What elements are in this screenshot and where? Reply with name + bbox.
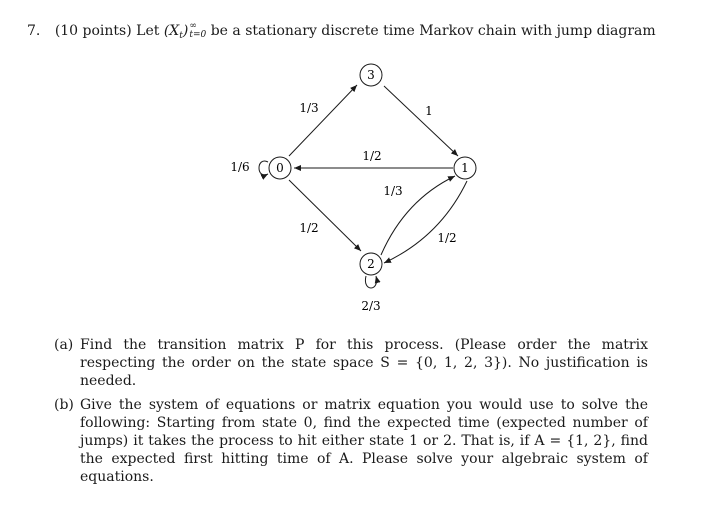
part-a (54, 336, 648, 390)
self-loop-2 (365, 276, 376, 288)
label-edge-0-3: 1/3 (299, 101, 319, 115)
intro-post: be a stationary discrete time Markov chain with jump diagram (210, 23, 656, 39)
index-range: ∞ t=0 (189, 21, 207, 40)
part-text: Give the system of equations or matrix equation you would use to solve the following: Starting from state 0, find the expected time (expected number of jumps) it takes the process to hit either state 1 or 2. That is, if A = {1, 2}, find the expected first hitting time of A. Please solve your algebraic system of equations. (80, 397, 648, 485)
label-edge-3-1: 1 (425, 104, 433, 118)
problem-points: (10 points) (54, 23, 132, 39)
svg-text:0: 0 (276, 161, 284, 175)
part-text: Find the transition matrix P for this process. (Please order the matrix respecting the order on the state space S = {0, 1, 2, 3}). No justification is needed. (80, 337, 648, 389)
edge-0-2 (289, 180, 361, 251)
label-edge-0-2: 1/2 (299, 221, 319, 235)
part-b (54, 396, 648, 486)
edge-0-3 (289, 85, 357, 156)
label-edge-1-2: 1/2 (437, 231, 457, 245)
node-0 (269, 157, 291, 179)
self-loop-0 (259, 161, 268, 175)
label-edge-2-1: 1/3 (383, 184, 403, 198)
intro-pre: Let (136, 23, 160, 39)
process-symbol: $(X_t)$ (163, 23, 189, 41)
svg-text:3: 3 (367, 68, 375, 82)
node-3 (360, 64, 382, 86)
edge-3-1 (384, 86, 458, 156)
part-label: (a) (54, 337, 74, 353)
label-edge-2-2: 2/3 (361, 299, 381, 313)
node-2 (360, 253, 382, 275)
problem-number: 7. (27, 23, 41, 39)
part-label: (b) (54, 397, 74, 413)
question-parts (54, 336, 648, 492)
label-edge-1-0: 1/2 (362, 149, 382, 163)
svg-text:2: 2 (367, 257, 375, 271)
svg-text:1: 1 (461, 161, 469, 175)
label-edge-0-0: 1/6 (230, 160, 250, 174)
node-1 (454, 157, 476, 179)
